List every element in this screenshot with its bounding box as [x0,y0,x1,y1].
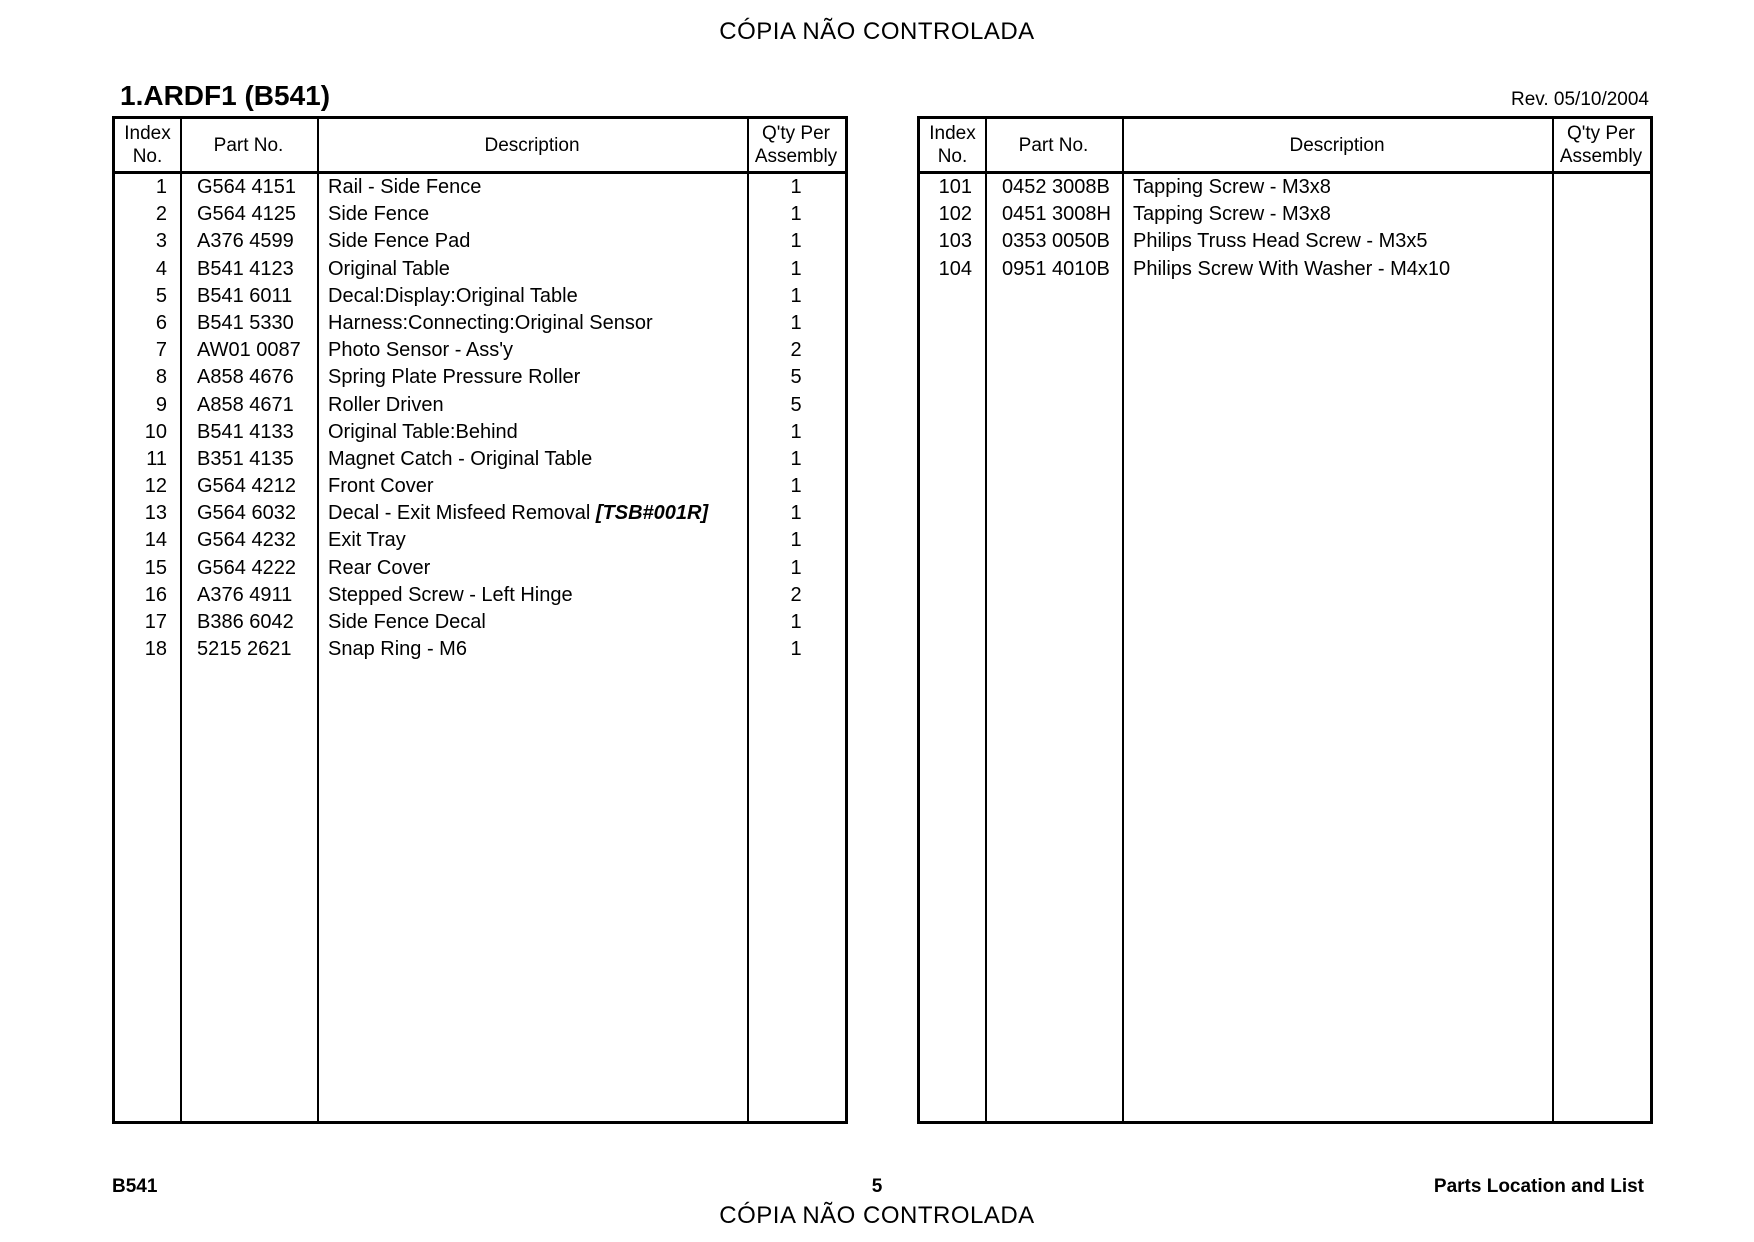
part-no-cell: 0353 0050B [1002,230,1110,253]
index-cell: 4 [155,257,167,280]
table-row [920,228,1650,255]
table-row [115,256,845,283]
table-row [115,500,845,527]
description-cell: Rear Cover [328,556,431,579]
index-cell: 17 [144,611,167,633]
description-cell: Tapping Screw - M3x8 [1133,203,1331,226]
part-no-cell: G564 4125 [197,203,296,226]
part-no-cell: B541 4123 [197,257,294,280]
qty-cell: 1 [790,502,802,525]
description-cell: Front Cover [328,475,434,498]
index-cell: 13 [144,502,167,525]
table-row [115,174,845,201]
qty-cell [1552,174,1650,201]
table-row [115,201,845,228]
description-cell: Rail - Side Fence [328,176,482,198]
index-cell: 15 [144,556,167,579]
index-cell: 101 [938,176,972,198]
revision-date: Rev. 05/10/2004 [1510,89,1649,110]
table-row [115,283,845,310]
index-cell: 1 [155,176,167,198]
part-no-cell: 5215 2621 [197,638,292,661]
description-cell: Original Table [328,257,450,280]
table-row [115,419,845,446]
part-no-cell: A376 4599 [197,230,294,253]
parts-table-right [917,116,1653,1124]
description-cell: Side Fence Pad [328,230,471,253]
qty-cell: 1 [790,203,802,226]
index-cell: 8 [155,366,167,389]
qty-cell: 1 [790,611,802,633]
qty-cell: 2 [790,583,802,606]
qty-cell [1552,256,1650,283]
part-no-cell: B541 5330 [197,311,294,334]
description-cell: Decal - Exit Misfeed Removal [TSB#001R] [328,502,709,525]
index-cell: 6 [155,311,167,334]
qty-cell: 1 [790,311,802,334]
table-row [920,256,1650,283]
description-cell: Side Fence [328,203,430,226]
qty-cell: 5 [790,366,802,389]
table-row [115,582,845,609]
table-row [115,337,845,364]
qty-cell: 1 [790,420,802,443]
table-row [115,473,845,500]
description-cell: Stepped Screw - Left Hinge [328,583,573,606]
description-cell: Philips Truss Head Screw - M3x5 [1133,230,1428,253]
footer-page-number: 5 [871,1176,883,1197]
qty-cell: 1 [790,230,802,253]
description-cell: Spring Plate Pressure Roller [328,366,581,389]
description-cell: Side Fence Decal [328,611,486,633]
part-no-cell: G564 4232 [197,529,296,552]
watermark-bottom: CÓPIA NÃO CONTROLADA [719,1202,1035,1229]
table-body-left [115,174,845,663]
table-row [115,609,845,636]
qty-cell: 5 [790,393,802,416]
parts-table-left [112,116,848,1124]
qty-cell: 1 [790,257,802,280]
header-qty: Q'ty Per Assembly [1559,123,1643,167]
description-cell: Roller Driven [328,393,444,416]
table-row [115,228,845,255]
part-no-cell: 0451 3008H [1002,203,1111,226]
index-cell: 102 [938,203,972,226]
part-no-cell: B541 4133 [197,420,294,443]
part-no-cell: AW01 0087 [197,339,301,362]
index-cell: 5 [155,284,167,307]
part-no-cell: 0452 3008B [1002,176,1110,198]
description-cell: Magnet Catch - Original Table [328,447,593,470]
part-no-cell: G564 6032 [197,502,296,525]
qty-cell: 1 [790,529,802,552]
header-index: Index No. [124,123,171,167]
part-no-cell: A858 4676 [197,366,294,389]
index-cell: 18 [144,638,167,661]
index-cell: 3 [155,230,167,253]
table-row [920,174,1650,201]
part-no-cell: A858 4671 [197,393,294,416]
table-row [115,527,845,554]
watermark-top: CÓPIA NÃO CONTROLADA [719,18,1035,45]
index-cell: 14 [144,529,167,552]
table-row [920,201,1650,228]
qty-cell: 1 [790,638,802,661]
header-description: Description [484,134,580,156]
header-part-no: Part No. [213,134,284,156]
table-row [115,364,845,391]
qty-cell: 1 [790,556,802,579]
part-no-cell: G564 4151 [197,176,296,198]
table-row [115,310,845,337]
description-cell: Decal:Display:Original Table [328,284,578,307]
description-cell: Philips Screw With Washer - M4x10 [1133,257,1451,280]
description-cell: Original Table:Behind [328,420,518,443]
index-cell: 16 [144,583,167,606]
qty-cell: 1 [790,176,802,198]
index-cell: 2 [155,203,167,226]
description-cell: Snap Ring - M6 [328,638,467,661]
index-cell: 103 [938,230,972,253]
tsb-tag: [TSB#001R] [595,502,709,525]
part-no-cell: B541 6011 [197,284,293,307]
part-no-cell: B351 4135 [197,447,294,470]
qty-cell: 1 [790,447,802,470]
index-cell: 10 [144,420,167,443]
qty-cell: 2 [790,339,802,362]
footer-model: B541 [112,1176,158,1197]
part-no-cell: G564 4222 [197,556,296,579]
table-row [115,636,845,663]
part-no-cell: B386 6042 [197,611,294,633]
qty-cell [1552,201,1650,228]
description-cell: Exit Tray [328,529,406,552]
index-cell: 9 [155,393,167,416]
table-row [115,446,845,473]
header-qty: Q'ty Per Assembly [754,123,838,167]
qty-cell [1552,228,1650,255]
header-part-no: Part No. [1018,134,1089,156]
table-row [115,392,845,419]
part-no-cell: G564 4212 [197,475,296,498]
description-cell: Tapping Screw - M3x8 [1133,176,1331,198]
table-row [115,555,845,582]
index-cell: 12 [144,475,167,498]
qty-cell: 1 [790,284,802,307]
section-title: 1.ARDF1 (B541) [120,80,331,111]
part-no-cell: A376 4911 [197,583,293,606]
index-cell: 11 [146,447,167,470]
footer-section: Parts Location and List [1433,1176,1644,1197]
part-no-cell: 0951 4010B [1002,257,1110,280]
table-body-right [920,174,1650,283]
header-description: Description [1289,134,1385,156]
description-cell: Photo Sensor - Ass'y [328,339,514,362]
header-index: Index No. [929,123,976,167]
description-cell: Harness:Connecting:Original Sensor [328,311,653,334]
qty-cell: 1 [790,475,802,498]
index-cell: 104 [938,257,972,280]
index-cell: 7 [155,339,167,362]
